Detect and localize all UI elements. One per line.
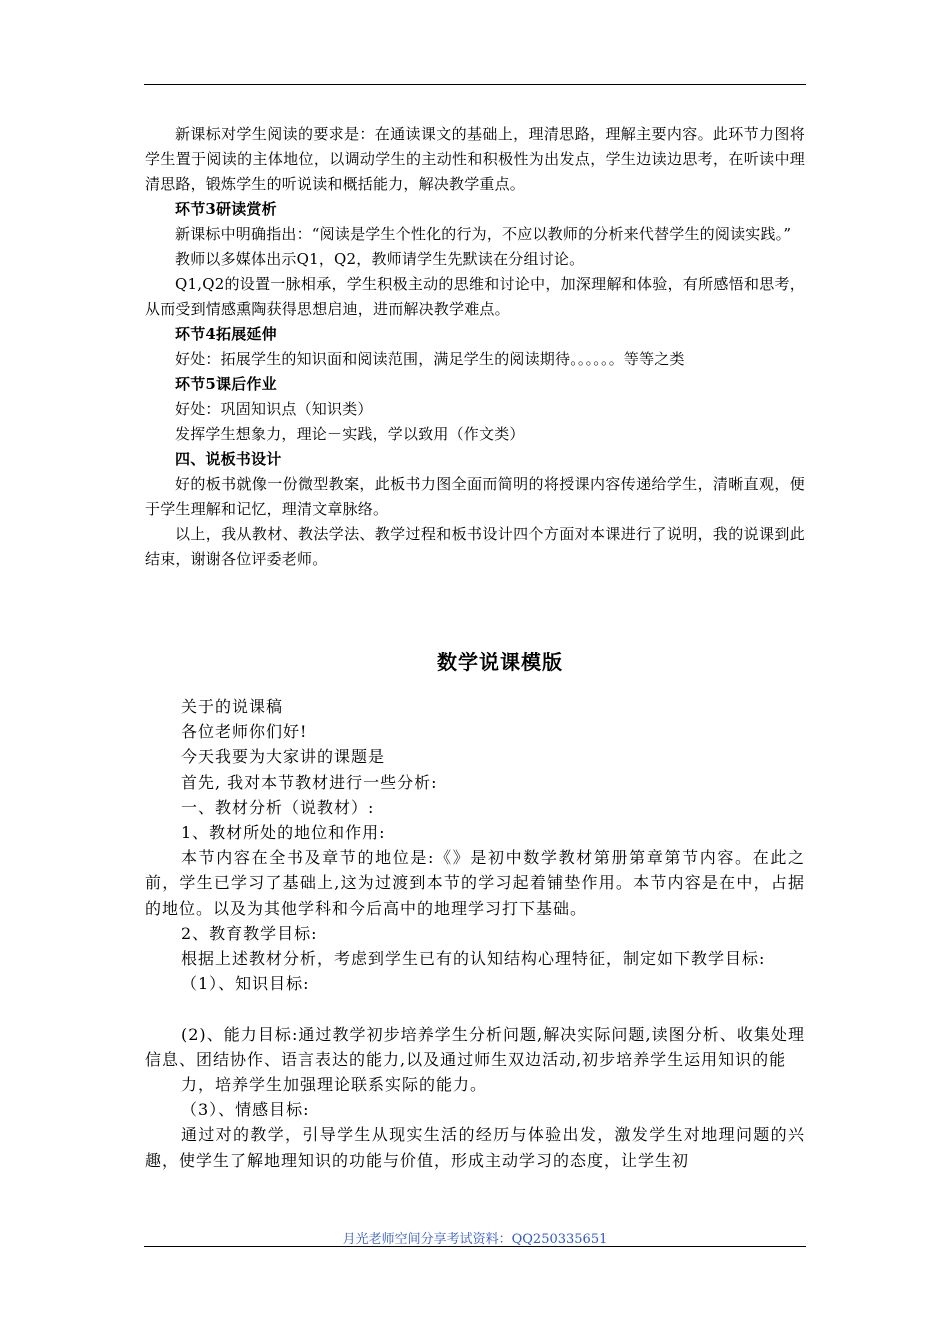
paragraph: 好处：拓展学生的知识面和阅读范围，满足学生的阅读期待。。。。。。等等之类 (175, 350, 685, 368)
paragraph: （3）、情感目标: (181, 1100, 310, 1120)
paragraph: 关于的说课稿 (181, 697, 284, 716)
heading-board-design: 四、说板书设计 (175, 450, 282, 468)
paragraph: Q1,Q2的设置一脉相承，学生积极主动的思维和讨论中，加深理解和体验，有所感悟和思考，从而受到情感熏陶获得思想启迪，进而解决教学难点。 (145, 275, 805, 318)
paragraph: 新课标对学生阅读的要求是：在通读课文的基础上，理清思路，理解主要内容。此环节力图将学生置于阅读的主体地位，以调动学生的主动性和积极性为出发点，学生边读边思考，在听读中理清思路，锻炼学生的听说读和概括能力，解决教学重点。 (145, 125, 805, 193)
paragraph: (2)、能力目标:通过教学初步培养学生分析问题,解决实际问题,读图分析、收集处理信息、团结协作、语言表达的能力,以及通过师生双边活动,初步培养学生运用知识的能 (145, 1024, 805, 1069)
heading-step-3: 环节3研读赏析 (175, 200, 277, 218)
paragraph: 教师以多媒体出示Q1，Q2，教师请学生先默读在分组讨论。 (175, 250, 585, 268)
heading-step-4: 环节4拓展延伸 (175, 325, 277, 343)
paragraph: （1）、知识目标: (181, 974, 310, 994)
paragraph: 力，培养学生加强理论联系实际的能力。 (181, 1075, 488, 1095)
section-2 (145, 694, 805, 1173)
paragraph: 好的板书就像一份微型教案，此板书力图全面而简明的将授课内容传递给学生，清晰直观，便于学生理解和记忆，理清文章脉络。 (145, 475, 805, 518)
paragraph: 今天我要为大家讲的课题是 (181, 747, 386, 767)
section-1 (145, 122, 805, 572)
paragraph: 各位老师你们好! (181, 722, 308, 742)
paragraph: 以上，我从教材、教法学法、教学过程和板书设计四个方面对本课进行了说明，我的说课到此结束，谢谢各位评委老师。 (145, 525, 805, 568)
heading-step-5: 环节5课后作业 (175, 375, 277, 393)
blank-line (145, 996, 805, 1021)
paragraph: 好处：巩固知识点（知识类） (175, 400, 373, 418)
paragraph: 2、教育教学目标: (181, 923, 318, 943)
footer-text: 月光老师空间分享考试资料：QQ250335651 (342, 1232, 608, 1247)
header-rule (144, 84, 806, 85)
paragraph: 根据上述教材分析，考虑到学生已有的认知结构心理特征，制定如下教学目标: (181, 949, 766, 969)
footer-rule (144, 1246, 806, 1247)
paragraph: 一、教材分析（说教材）: (181, 797, 375, 817)
paragraph: 1、教材所处的地位和作用: (181, 823, 386, 843)
paragraph: 本节内容在全书及章节的地位是:《》是初中数学教材第册第章第节内容。在此之前，学生已学习了基础上,这为过渡到本节的学习起着铺垫作用。本节内容是在中，占据的地位。以及为其他学科和今后高中的地理学习打下基础。 (145, 848, 805, 918)
paragraph: 新课标中明确指出：“阅读是学生个性化的行为，不应以教师的分析来代替学生的阅读实践。” (175, 225, 792, 243)
section-title: 数学说课模版 (437, 650, 563, 674)
paragraph: 通过对的教学，引导学生从现实生活的经历与体验出发，激发学生对地理问题的兴趣，使学生了解地理知识的功能与价值，形成主动学习的态度，让学生初 (145, 1125, 805, 1170)
paragraph: 首先, 我对本节教材进行一些分析: (181, 772, 438, 792)
paragraph: 发挥学生想象力，理论－实践，学以致用（作文类） (175, 425, 525, 443)
